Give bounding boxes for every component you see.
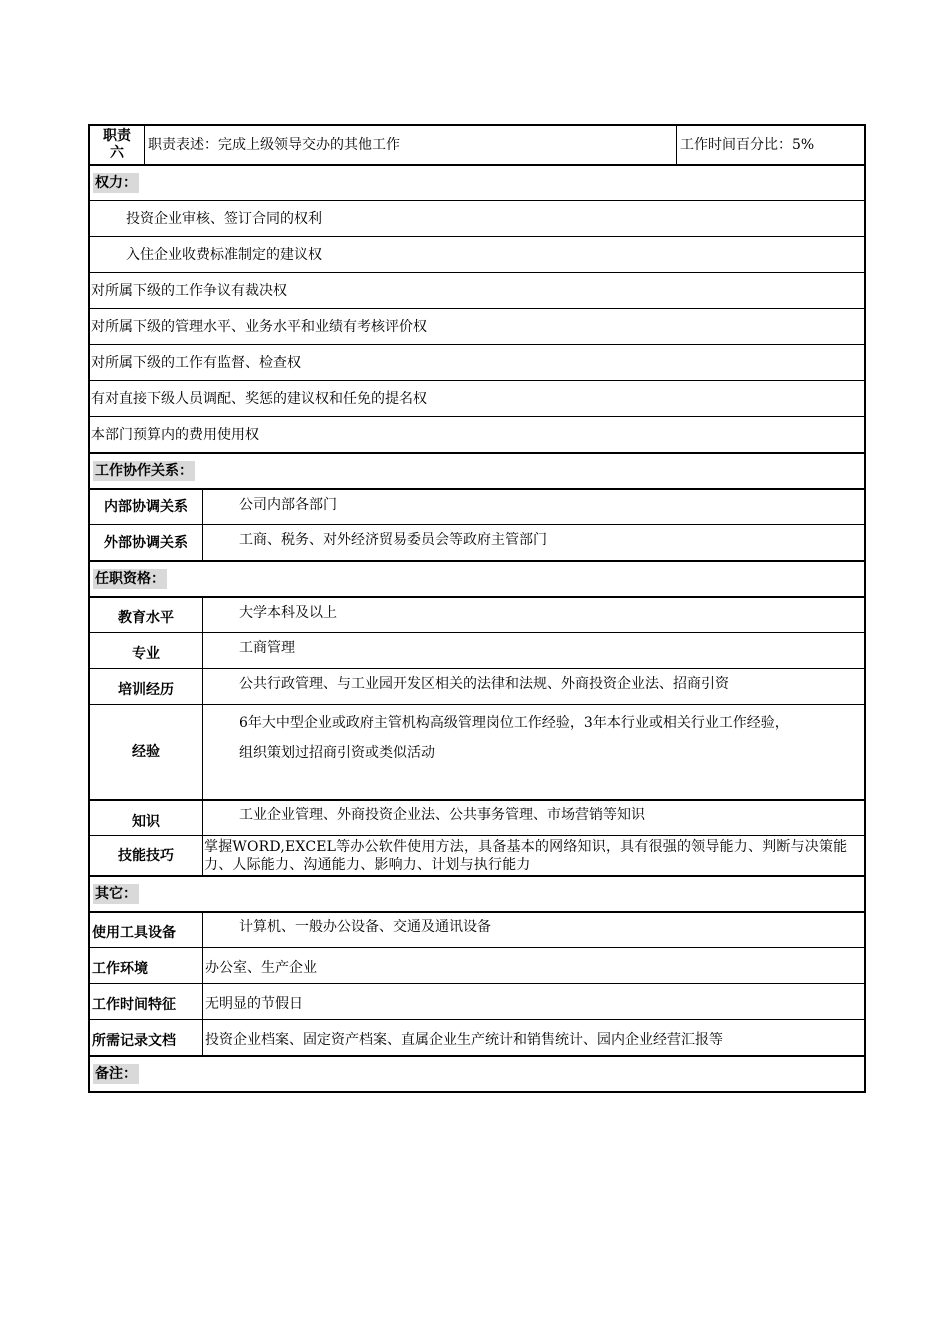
docs-value: 投资企业档案、固定资产档案、直属企业生产统计和销售统计、园内企业经营汇报等 xyxy=(202,1020,864,1055)
skills-value: 掌握WORD,EXCEL等办公软件使用方法，具备基本的网络知识，具有很强的领导能力、判断与决策能力、人际能力、沟通能力、影响力、计划与执行能力 xyxy=(202,836,864,875)
major-row xyxy=(90,632,864,668)
other-title: 其它： xyxy=(95,886,137,902)
training-value: 公共行政管理、与工业园开发区相关的法律和法规、外商投资企业法、招商引资 xyxy=(202,669,864,704)
tools-row xyxy=(90,911,864,947)
time-feature-row xyxy=(90,983,864,1019)
qualifications-header-row xyxy=(90,560,864,596)
relations-header-row xyxy=(90,452,864,488)
skills-row xyxy=(90,835,864,875)
duty6-time-percent: 工作时间百分比：5% xyxy=(676,126,864,164)
other-header-row xyxy=(90,875,864,911)
experience-line-1: 6年大中型企业或政府主管机构高级管理岗位工作经验，3年本行业或相关行业工作经验， xyxy=(239,715,789,731)
authority-row xyxy=(90,272,864,308)
authority-row xyxy=(90,200,864,236)
experience-label: 经验 xyxy=(132,744,160,760)
environment-label: 工作环境 xyxy=(92,960,148,977)
internal-relations-label: 内部协调关系 xyxy=(104,499,188,515)
authority-item: 对所属下级的工作争议有裁决权 xyxy=(91,282,287,299)
education-value: 大学本科及以上 xyxy=(202,598,864,632)
authority-item: 入住企业收费标准制定的建议权 xyxy=(126,246,322,263)
internal-relations-value: 公司内部各部门 xyxy=(202,490,864,524)
external-relations-value: 工商、税务、对外经济贸易委员会等政府主管部门 xyxy=(202,525,864,560)
training-label: 培训经历 xyxy=(118,681,174,698)
authority-item: 投资企业审核、签订合同的权利 xyxy=(126,210,322,227)
time-feature-value: 无明显的节假日 xyxy=(202,984,864,1019)
experience-row xyxy=(90,704,864,799)
major-label: 专业 xyxy=(132,645,160,662)
knowledge-label: 知识 xyxy=(132,814,160,830)
authority-item: 对所属下级的工作有监督、检查权 xyxy=(91,354,301,371)
duty6-row xyxy=(90,124,864,164)
authority-row xyxy=(90,236,864,272)
tools-value: 计算机、一般办公设备、交通及通讯设备 xyxy=(202,913,864,947)
knowledge-row xyxy=(90,799,864,835)
skills-label: 技能技巧 xyxy=(118,847,174,864)
authority-item: 有对直接下级人员调配、奖惩的建议权和任免的提名权 xyxy=(91,390,427,407)
experience-line-2: 组织策划过招商引资或类似活动 xyxy=(239,745,435,761)
authority-item: 本部门预算内的费用使用权 xyxy=(91,426,259,443)
authority-row xyxy=(90,344,864,380)
authority-header-row xyxy=(90,164,864,200)
environment-value: 办公室、生产企业 xyxy=(202,948,864,983)
duty6-description: 职责表述：完成上级领导交办的其他工作 xyxy=(144,126,676,164)
time-feature-label: 工作时间特征 xyxy=(92,996,176,1013)
knowledge-value: 工业企业管理、外商投资企业法、公共事务管理、市场营销等知识 xyxy=(202,801,864,835)
docs-row xyxy=(90,1019,864,1055)
authority-item: 对所属下级的管理水平、业务水平和业绩有考核评价权 xyxy=(91,318,427,335)
qualifications-title: 任职资格： xyxy=(95,571,165,587)
major-value: 工商管理 xyxy=(202,633,864,668)
duty6-label: 职责 六 xyxy=(103,128,131,161)
authority-row xyxy=(90,308,864,344)
relations-external-row xyxy=(90,524,864,560)
external-relations-label: 外部协调关系 xyxy=(104,534,188,551)
authority-row xyxy=(90,380,864,416)
education-row xyxy=(90,596,864,632)
training-row xyxy=(90,668,864,704)
environment-row xyxy=(90,947,864,983)
relations-title: 工作协作关系： xyxy=(95,463,193,479)
job-description-table xyxy=(88,124,866,1093)
authority-row xyxy=(90,416,864,452)
education-label: 教育水平 xyxy=(118,610,174,626)
relations-internal-row xyxy=(90,488,864,524)
docs-label: 所需记录文档 xyxy=(92,1032,176,1049)
authority-title: 权力： xyxy=(95,175,137,191)
remarks-header-row xyxy=(90,1055,864,1091)
tools-label: 使用工具设备 xyxy=(92,925,176,941)
remarks-title: 备注： xyxy=(95,1066,137,1082)
experience-value xyxy=(202,705,864,799)
